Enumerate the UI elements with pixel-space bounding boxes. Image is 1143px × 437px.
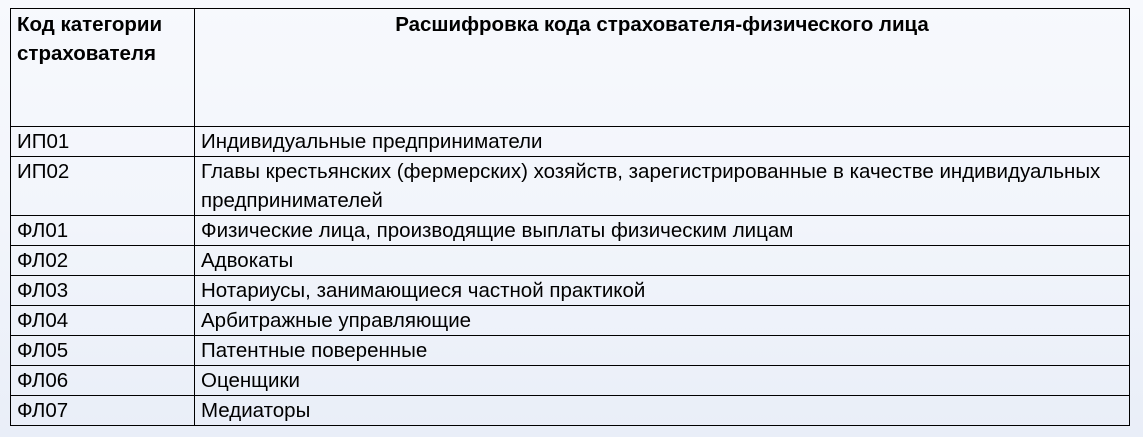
insurer-code-table-container <box>10 8 1130 426</box>
row-description: Патентные поверенные <box>195 336 1130 366</box>
row-description: Индивидуальные предприниматели <box>195 127 1130 157</box>
row-description: Адвокаты <box>195 246 1130 276</box>
row-code: ФЛ06 <box>11 366 195 396</box>
row-code: ФЛ01 <box>11 216 195 246</box>
row-description: Физические лица, производящие выплаты физическим лицам <box>195 216 1130 246</box>
header-description: Расшифровка кода страхователя-физического лица <box>195 9 1130 127</box>
table-row <box>11 276 1130 306</box>
header-code: Код категории страхователя <box>11 9 195 127</box>
row-code: ИП02 <box>11 157 195 216</box>
table-row <box>11 336 1130 366</box>
row-description: Медиаторы <box>195 396 1130 426</box>
table-row <box>11 157 1130 216</box>
insurer-code-table <box>10 8 1130 426</box>
table-header-row <box>11 9 1130 127</box>
table-row <box>11 246 1130 276</box>
row-code: ФЛ07 <box>11 396 195 426</box>
row-description: Нотариусы, занимающиеся частной практикой <box>195 276 1130 306</box>
row-code: ФЛ04 <box>11 306 195 336</box>
table-row <box>11 306 1130 336</box>
table-row <box>11 396 1130 426</box>
row-description: Арбитражные управляющие <box>195 306 1130 336</box>
row-code: ФЛ05 <box>11 336 195 366</box>
table-row <box>11 127 1130 157</box>
table-row <box>11 216 1130 246</box>
row-description: Оценщики <box>195 366 1130 396</box>
row-code: ФЛ03 <box>11 276 195 306</box>
table-row <box>11 366 1130 396</box>
row-description: Главы крестьянских (фермерских) хозяйств, зарегистрированные в качестве индивидуальных предпринимателей <box>195 157 1130 216</box>
row-code: ФЛ02 <box>11 246 195 276</box>
row-code: ИП01 <box>11 127 195 157</box>
